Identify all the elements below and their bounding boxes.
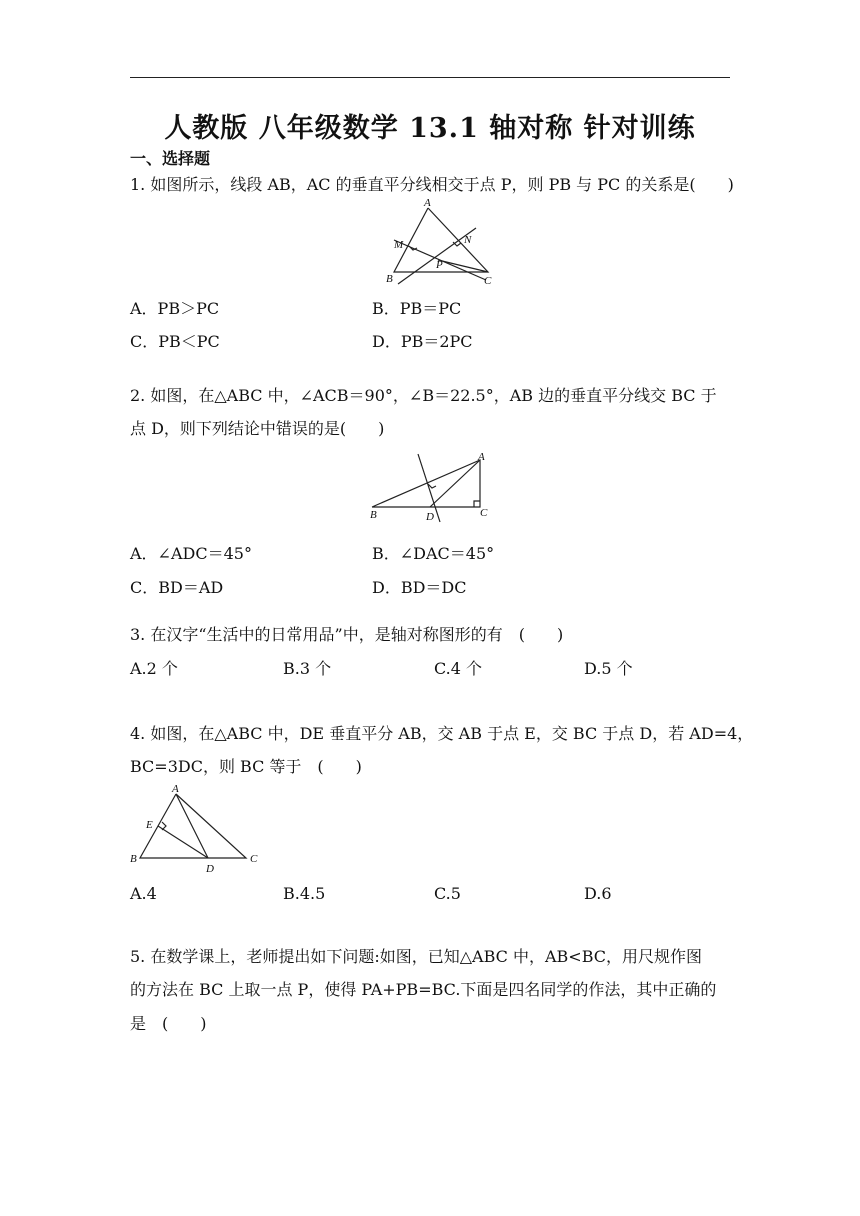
q3-option-a[interactable]: A.2 个 (130, 659, 178, 678)
q2-option-c[interactable]: C．BD＝AD (130, 578, 224, 597)
q4-option-c[interactable]: C.5 (434, 884, 461, 903)
q4-option-d[interactable]: D.6 (584, 884, 612, 903)
q3-option-d[interactable]: D.5 个 (584, 659, 633, 678)
q4-label-c: C (250, 853, 258, 865)
q4-stem-line2: BC=3DC，则 BC 等于 ( ) (130, 757, 362, 776)
q4-option-a[interactable]: A.4 (130, 884, 157, 903)
q1-label-n: N (464, 234, 472, 246)
q5-stem-line2: 的方法在 BC 上取一点 P，使得 PA+PB=BC.下面是四名同学的作法，其中正确的 (130, 980, 717, 999)
q3-stem: 3. 在汉字“生活中的日常用品”中，是轴对称图形的有 ( ) (130, 625, 564, 644)
q1-label-c: C (484, 275, 492, 287)
q2-segment-ad (430, 460, 480, 507)
q2-option-a[interactable]: A．∠ADC＝45° (130, 544, 252, 563)
section-heading: 一、选择题 (130, 149, 211, 168)
q4-label-a: A (172, 783, 179, 795)
q4-right-angle-e (162, 822, 166, 830)
q4-stem-line1: 4. 如图，在△ABC 中，DE 垂直平分 AB，交 AB 于点 E，交 BC 于点 D，若 AD=4， (130, 724, 754, 743)
header-rule (130, 77, 730, 78)
q2-stem-line1: 2. 如图，在△ABC 中，∠ACB＝90°，∠B＝22.5°，AB 边的垂直平分线交 BC 于 (130, 386, 717, 405)
q2-option-b[interactable]: B．∠DAC＝45° (372, 544, 495, 563)
q2-label-d: D (426, 511, 434, 523)
q2-label-c: C (480, 507, 488, 519)
q2-label-a: A (478, 451, 485, 463)
q1-option-d[interactable]: D．PB＝2PC (372, 332, 473, 351)
q4-label-e: E (146, 819, 153, 831)
q1-option-b[interactable]: B．PB＝PC (372, 299, 462, 318)
q2-option-d[interactable]: D．BD＝DC (372, 578, 467, 597)
q1-option-a[interactable]: A．PB＞PC (130, 299, 220, 318)
q5-stem-line3: 是 ( ) (130, 1014, 207, 1033)
q5-stem-line1: 5. 在数学课上，老师提出如下问题:如图，已知△ABC 中，AB<BC，用尺规作图 (130, 947, 703, 966)
q1-figure (380, 198, 500, 288)
q4-option-b[interactable]: B.4.5 (283, 884, 326, 903)
q3-option-b[interactable]: B.3 个 (283, 659, 332, 678)
q2-triangle (372, 460, 480, 507)
q1-option-c[interactable]: C．PB＜PC (130, 332, 220, 351)
q2-figure (368, 450, 498, 525)
q4-figure (128, 782, 268, 877)
q1-stem: 1. 如图所示，线段 AB，AC 的垂直平分线相交于点 P，则 PB 与 PC 的关系是( ) (130, 175, 734, 194)
page-title: 人教版 八年级数学 13.1 轴对称 针对训练 (164, 113, 696, 144)
q4-label-b: B (130, 853, 137, 865)
q2-label-b: B (370, 509, 377, 521)
q1-label-m: M (394, 239, 404, 251)
q4-label-d: D (206, 863, 214, 875)
q1-label-p: P (436, 259, 443, 271)
q3-option-c[interactable]: C.4 个 (434, 659, 483, 678)
q2-stem-line2: 点 D，则下列结论中错误的是( ) (130, 419, 385, 438)
q1-label-a: A (424, 197, 431, 209)
q1-label-b: B (386, 273, 393, 285)
